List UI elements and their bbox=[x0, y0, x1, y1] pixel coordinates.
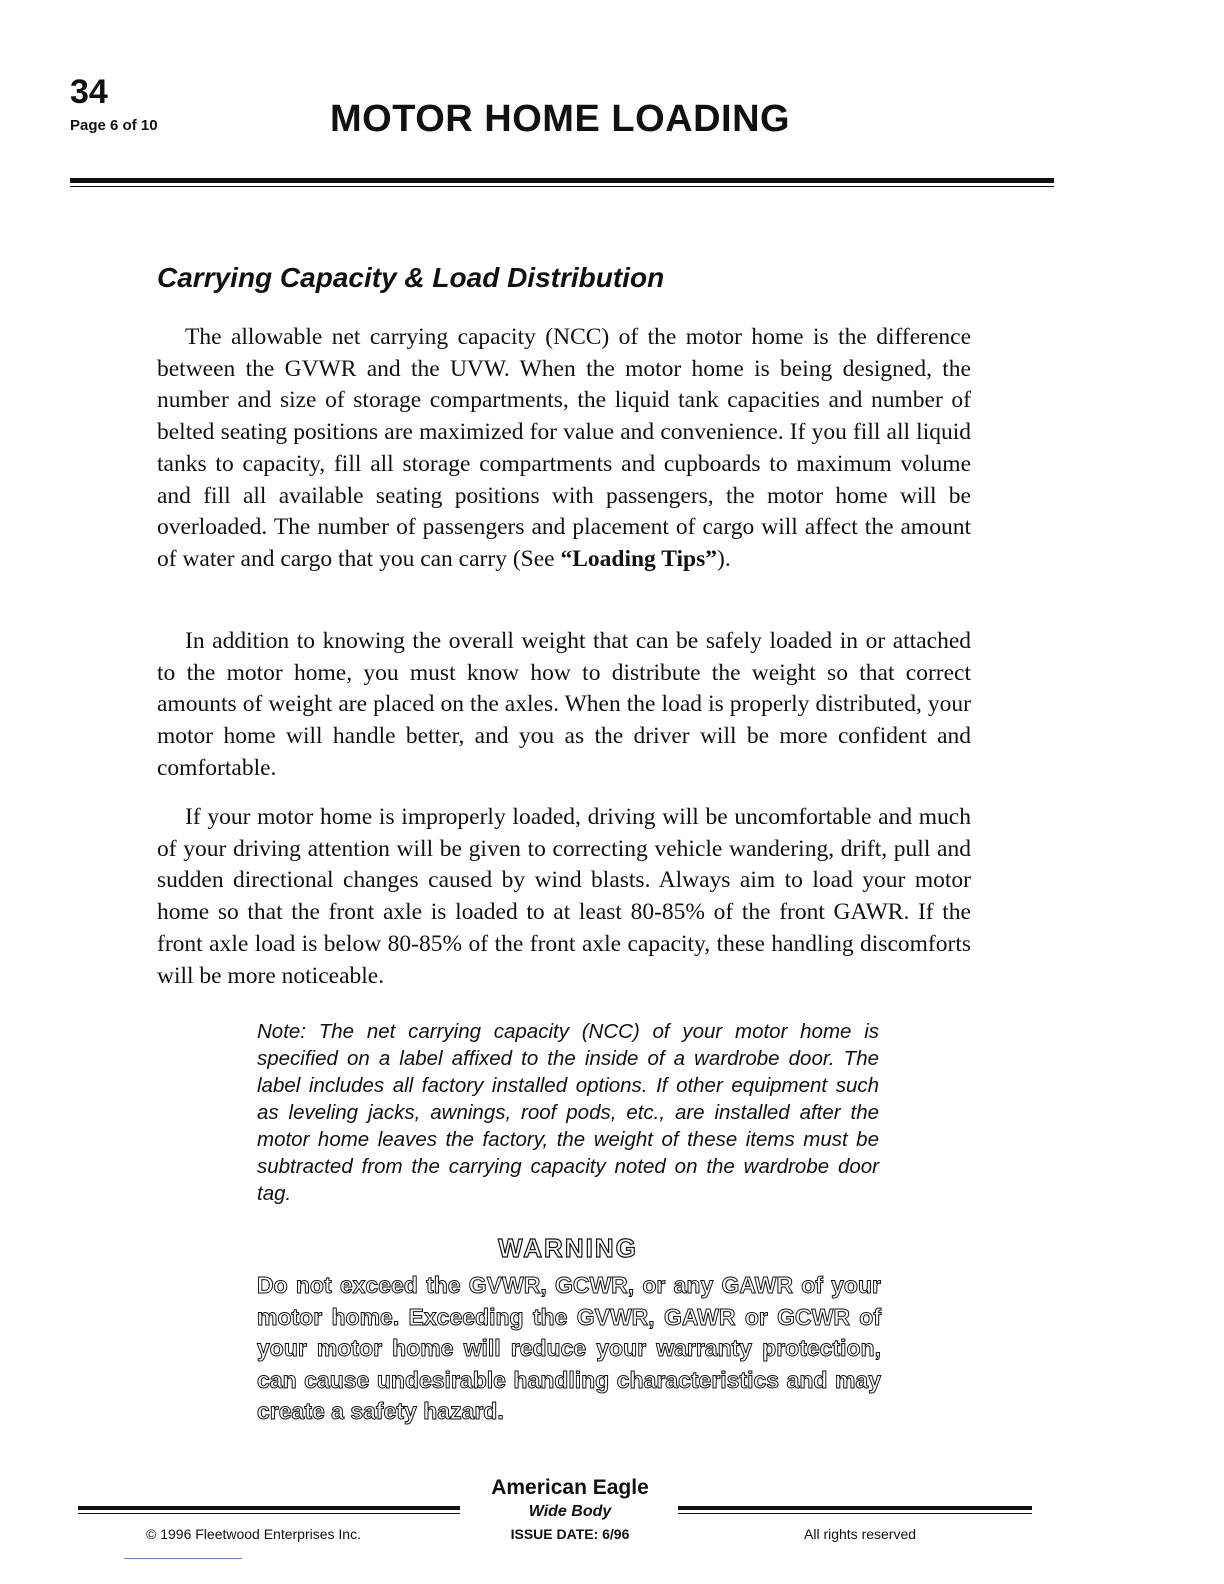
paragraph-improper-loading: If your motor home is improperly loaded, driving will be uncomfortable and much of your driving attention will be given to correcting vehicle wandering, drift, pull and sudden directional changes caused by wind blasts. Always aim to load your motor home so that the front axle is loaded to at least 80-85% of the front GAWR. If the front axle load is below 80-85% of the front axle capacity, these handling discomforts will be more noticeable. bbox=[157, 804, 971, 989]
footer-model: Wide Body bbox=[528, 1503, 612, 1520]
note-ncc-label: Note: The net carrying capacity (NCC) of your motor home is specified on a label affixed to the inside of a wardrobe door. The label includes all factory installed options. If other equipment such as leveling jacks, awnings, roof pods, etc., are installed after the motor home leaves the factory, the weight of these items must be subtracted from the carrying capacity noted on the wardrobe door tag. bbox=[257, 1020, 879, 1205]
footer-rule-right-thick bbox=[678, 1506, 1032, 1510]
footer-rule-right-thin bbox=[678, 1513, 1032, 1514]
loading-tips-reference: “Loading Tips” bbox=[560, 545, 717, 572]
bottom-edge-line bbox=[124, 1558, 242, 1559]
page-title: MOTOR HOME LOADING bbox=[330, 98, 791, 140]
footer-brand: American Eagle bbox=[491, 1476, 649, 1499]
section-heading: Carrying Capacity & Load Distribution bbox=[157, 262, 665, 293]
header-rule-thin bbox=[70, 186, 1054, 187]
header-rule-thick bbox=[70, 178, 1054, 183]
footer-issue-date: ISSUE DATE: 6/96 bbox=[510, 1526, 630, 1542]
paragraph-ncc bbox=[157, 322, 971, 576]
paragraph-ncc-end: ). bbox=[717, 545, 731, 572]
page-number: 34 bbox=[70, 73, 108, 111]
page-of-label: Page 6 of 10 bbox=[70, 117, 158, 134]
warning-title: WARNING bbox=[498, 1233, 638, 1263]
footer-rule-left-thick bbox=[78, 1506, 460, 1510]
footer-copyright: © 1996 Fleetwood Enterprises Inc. bbox=[146, 1526, 361, 1542]
paragraph-distribution: In addition to knowing the overall weight that can be safely loaded in or attached to the motor home, you must know how to distribute the weight so that correct amounts of weight are placed on the axles. When the load is properly distributed, your motor home will handle better, and you as the driver will be more confident and comfortable. bbox=[157, 628, 971, 781]
footer-rights: All rights reserved bbox=[804, 1526, 917, 1542]
paragraph-ncc-text: The allowable net carrying capacity (NCC) of the motor home is the difference between the GVWR and the UVW. When the motor home is being designed, the number and size of storage compartments, the liquid tank capacities and number of belted seating positions are maximized for value and convenience. If you fill all liquid tanks to capacity, fill all storage compartments and cupboards to maximum volume and fill all available seating positions with passengers, the motor home will be overloaded. The number of passengers and placement of cargo will affect the amount of water and cargo that you can carry (See bbox=[157, 324, 971, 572]
footer-rule-left-thin bbox=[78, 1513, 460, 1514]
warning-text: Do not exceed the GVWR, GCWR, or any GAWR of your motor home. Exceeding the GVWR, GAWR or GCWR of your motor home will reduce your warranty protection, can cause undesirable handling characteristics and may create a safety hazard. bbox=[257, 1272, 881, 1424]
